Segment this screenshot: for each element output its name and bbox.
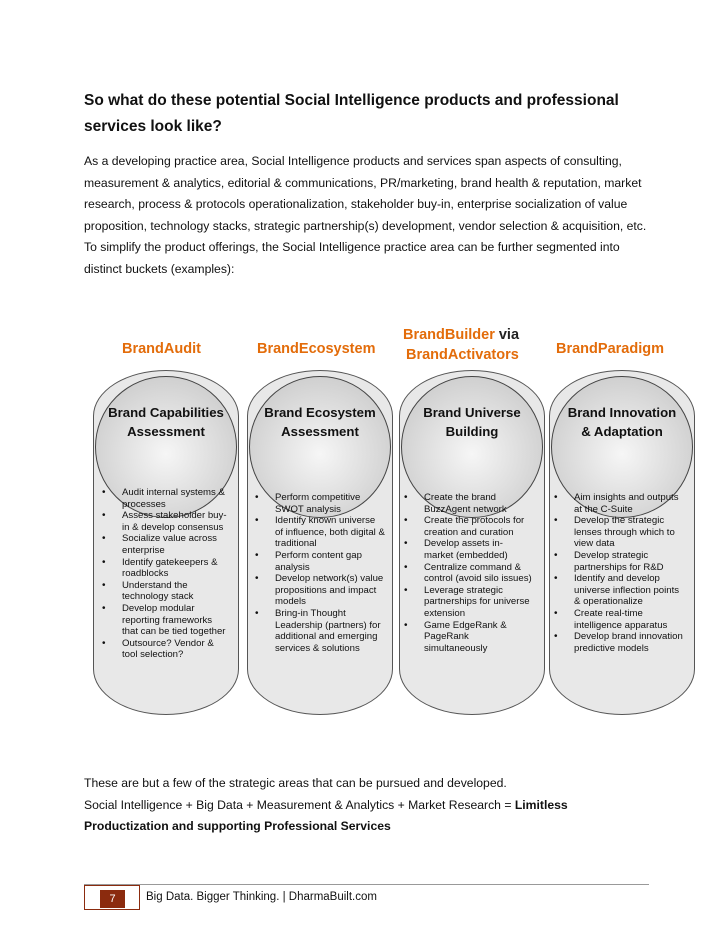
bucket-bullets-brandparadigm bbox=[554, 492, 684, 654]
closing-bold-text: Limitless Productization and supporting Professional Services bbox=[84, 797, 568, 834]
list-item: • Socialize value across enterprise bbox=[102, 533, 228, 556]
bucket-title-brandbuilder bbox=[403, 326, 519, 345]
bucket-bullets-brandbuilder bbox=[404, 492, 532, 654]
list-item: • Understand the technology stack bbox=[102, 580, 228, 603]
list-item: • Audit internal systems & processes bbox=[102, 487, 228, 510]
list-item: • Develop strategic partnerships for R&D bbox=[554, 550, 684, 573]
list-item: • Create the brand BuzzAgent network bbox=[404, 492, 532, 515]
closing-line-2 bbox=[84, 795, 644, 838]
list-item: • Perform competitive SWOT analysis bbox=[255, 492, 385, 515]
footer-text: Big Data. Bigger Thinking. | DharmaBuilt.com bbox=[146, 891, 377, 903]
list-item: • Leverage strategic partnerships for universe extension bbox=[404, 585, 532, 620]
intro-paragraph: As a developing practice area, Social Intelligence products and services span aspects of consulting, measurement & analytics, editorial & communications, PR/marketing, brand health & reputation, market research, process & protocols operationalization, stakeholder buy-in, enterprise socialization of value proposition, technology stacks, strategic partnership(s) development, vendor selection & acquisition, etc. To simplify the product offerings, the Social Intelligence practice area can be further segmented into distinct buckets (examples): bbox=[84, 154, 647, 276]
bucket-title-brandecosystem: BrandEcosystem bbox=[257, 341, 376, 357]
list-item: • Develop network(s) value propositions and impact models bbox=[255, 573, 385, 608]
closing-line-1: These are but a few of the strategic areas that can be pursued and developed. bbox=[84, 776, 507, 790]
list-item: • Create real-time intelligence apparatus bbox=[554, 608, 684, 631]
page-number: 7 bbox=[100, 890, 125, 908]
list-item: • Aim insights and outputs at the C-Suite bbox=[554, 492, 684, 515]
bucket-title-via: via bbox=[494, 327, 520, 343]
bucket-circle-label: Brand Innovation & Adaptation bbox=[567, 405, 677, 439]
list-item: • Create the protocols for creation and curation bbox=[404, 515, 532, 538]
bucket-title-brandaudit: BrandAudit bbox=[122, 341, 201, 357]
bucket-title-brandactivators: BrandActivators bbox=[406, 347, 519, 363]
list-item: • Identify and develop universe inflection points & operationalize bbox=[554, 573, 684, 608]
bucket-bullets-brandecosystem bbox=[255, 492, 385, 654]
list-item: • Develop brand innovation predictive models bbox=[554, 631, 684, 654]
list-item: • Identify gatekeepers & roadblocks bbox=[102, 557, 228, 580]
bucket-bullets-brandaudit bbox=[102, 487, 228, 661]
closing-paragraph bbox=[84, 773, 644, 838]
list-item: • Perform content gap analysis bbox=[255, 550, 385, 573]
bucket-title-main: BrandBuilder bbox=[403, 327, 495, 343]
list-item: • Identify known universe of influence, both digital & traditional bbox=[255, 515, 385, 550]
footer-divider bbox=[84, 884, 649, 885]
bucket-circle-label: Brand Universe Building bbox=[423, 405, 521, 439]
list-item: • Outsource? Vendor & tool selection? bbox=[102, 638, 228, 661]
section-heading: So what do these potential Social Intelligence products and professional services look like? bbox=[84, 92, 619, 135]
list-item: • Develop modular reporting frameworks that can be tied together bbox=[102, 603, 228, 638]
bucket-title-brandparadigm: BrandParadigm bbox=[556, 341, 664, 357]
bucket-circle-label: Brand Ecosystem Assessment bbox=[264, 405, 376, 439]
list-item: • Bring-in Thought Leadership (partners) for additional and emerging services & solutions bbox=[255, 608, 385, 654]
list-item: • Develop the strategic lenses through which to view data bbox=[554, 515, 684, 550]
list-item: • Game EdgeRank & PageRank simultaneously bbox=[404, 620, 532, 655]
closing-plain-text: Social Intelligence + Big Data + Measurement & Analytics + Market Research = bbox=[84, 797, 515, 812]
list-item: • Centralize command & control (avoid silo issues) bbox=[404, 562, 532, 585]
list-item: • Develop assets in-market (embedded) bbox=[404, 538, 532, 561]
list-item: • Assess stakeholder buy-in & develop consensus bbox=[102, 510, 228, 533]
bucket-circle-label: Brand Capabilities Assessment bbox=[108, 405, 224, 439]
